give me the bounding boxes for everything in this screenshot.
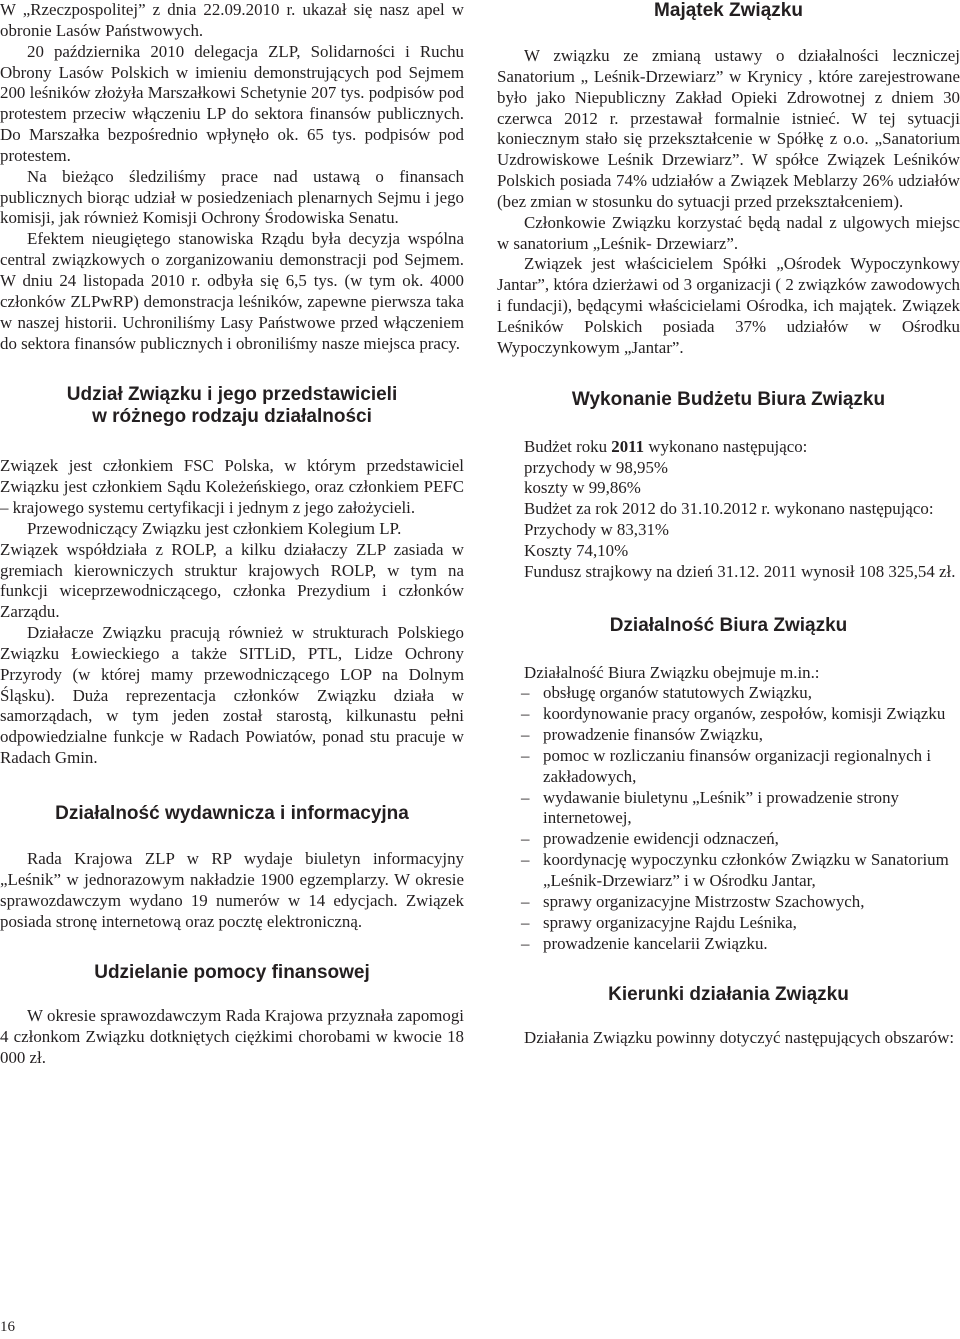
participation-section [0,456,464,769]
budget-2011-line [497,437,960,458]
jantar-paragraph: Związek jest właścicielem Spółki „Ośrodek Wypoczynkowy Jantar”, która dzierżawi od 3 organizacji ( 2 związków zawodowych i fundacji), będącymi właścicielami Ośrodka, ich majątek. Związek Leśników Polskich posiada 37% udziałów w Ośrodku Wypoczynkowym „Jantar”. [497,254,960,357]
costs-2011-line: koszty w 99,86% [524,478,641,498]
page-number: 16 [0,1319,15,1335]
heading-line: w różnego rodzaju działalności [92,406,372,428]
financial-aid-paragraph: W okresie sprawozdawczym Rada Krajowa przyznała zapomogi 4 członkom Związku dotkniętych ciężkimi chorobami w kwocie 18 000 zł. [0,1006,464,1068]
list-item: – sprawy organizacyjne Mistrzostw Szachowych, [497,892,960,913]
delegation-paragraph: 20 października 2010 delegacja ZLP, Solidarności i Ruchu Obrony Lasów Polskich w imieniu demonstrujących pod Sejmem 200 leśników złożyła Marszałkowi Schetynie 207 tys. podpisów pod protestem przeciw włączeniu LP do sektora finansów publicznych. Do Marszałka bezpośrednio wpłynęło ok. 65 tys. podpisów pod protestem. [0,41,464,165]
section-heading-participation [0,384,464,428]
directions-paragraph: Działania Związku powinny dotyczyć następujących obszarów: [524,1028,955,1048]
intro-paragraph: W „Rzeczpospolitej” z dnia 22.09.2010 r. ukazał się nasz apel w obronie Lasów Państwowych. [0,0,464,40]
section-heading-directions: Kierunki działania Związku [608,984,849,1006]
budget-2011-suffix: wykonano następująco: [644,436,808,456]
section-heading-publishing: Działalność wydawnicza i informacyjna [55,803,409,824]
list-item: – koordynowanie pracy organów, zespołów, komisji Związku [497,704,960,725]
list-item: – prowadzenie finansów Związku, [497,725,960,746]
budget-2012-line: Budżet za rok 2012 do 31.10.2012 r. wykonano następująco: [524,499,934,519]
costs-2012-line: Koszty 74,10% [524,540,629,560]
income-2011-line: przychody w 98,95% [524,457,669,477]
budget-section [497,437,960,583]
list-item: – wydawanie biuletynu „Leśnik” i prowadzenie strony internetowej, [497,788,960,830]
members-discount-paragraph: Członkowie Związku korzystać będą nadal z ulgowych miejsc w sanatorium „Leśnik- Drzewiarz”. [497,212,960,253]
list-item: – sprawy organizacyjne Rajdu Leśnika, [497,913,960,934]
right-column [497,0,960,1049]
strike-fund-line: Fundusz strajkowy na dzień 31.12. 2011 wynosił 108 325,54 zł. [524,561,956,581]
demonstration-paragraph: Efektem nieugiętego stanowiska Rządu była decyzja wspólna central związkowych o zorganizowaniu demonstracji pod Sejmem. W dniu 24 listopada 2010 r. odbyła się 6,5 tys. (w tym ok. 4000 członków ZLPwRP) demonstracja leśników, zapewne pierwsza taka w naszej historii. Uchroniliśmy Lasy Państwowe przed włączeniem do sektora finansów publicznych i obroniliśmy nasze miejsca pracy. [0,229,464,353]
sanatorium-paragraph: W związku ze zmianą ustawy o działalności leczniczej Sanatorium „ Leśnik-Drzewiarz” w Krynicy , które zarejestrowane było jako Niepubliczny Zakład Opieki Zdrowotnej z dniem 30 czerwca 2012 r. przestawał formalnie istnieć. W tej sytuacji koniecznym stało się przekształcenie w Spółkę z o.o. „Sanatorium Uzdrowiskowe Leśnik Drzewiarz”. W spółce Związek Leśników Polskich posiada 74% udziałów a Związek Meblarzy 26% udziałów (bez zmian w stosunku do sytuacji przed przekształceniem). [497,46,960,211]
legislation-paragraph: Na bieżąco śledziliśmy prace nad ustawą o finansach publicznych biorąc udział w posiedzeniach plenarnych Sejmu i jego komisji, jak również Komisji Ochrony Środowiska Senatu. [0,166,464,228]
activists-paragraph: Działacze Związku pracują również w strukturach Polskiego Związku Łowieckiego a także SITLiD, PTL, Lidze Ochrony Przyrody (w której mamy przewodniczącego LOP na Dolnym Śląsku). Duża reprezentacja członków Związku działa w samorządach, w tym jeden został starostą, kilkunastu pełni odpowiedzialne funkcje w Radach Powiatów, ponad stu pracuje w Radach Gmin. [0,623,464,768]
office-intro: Działalność Biura Związku obejmuje m.in.: [524,662,820,682]
rolp-paragraph: Związek współdziała z ROLP, a kilku działaczy ZLP zasiada w gremiach kierowniczych struktur krajowych ROLP, w tym na funkcji wiceprzewodniczącego, członka Prezydium i członków Zarządu. [0,539,464,622]
chairman-paragraph: Przewodniczący Związku jest członkiem Kolegium LP. [27,518,402,538]
list-item: – prowadzenie kancelarii Związku. [497,934,960,955]
list-item: – prowadzenie ewidencji odznaczeń, [497,829,960,850]
list-item: – koordynację wypoczynku członków Związku w Sanatorium „Leśnik-Drzewiarz” i w Ośrodku Jantar, [497,850,960,892]
list-item: – pomoc w rozliczaniu finansów organizacji regionalnych i zakładowych, [497,746,960,788]
section-heading-financial-aid: Udzielanie pomocy finansowej [94,962,370,984]
left-column [0,0,464,1069]
income-2012-line: Przychody w 83,31% [524,520,669,540]
fsc-paragraph: Związek jest członkiem FSC Polska, w którym przedstawiciel Związku jest członkiem Sądu Koleżeńskiego, oraz członkiem PEFC – krajowego systemu certyfikacji i jednym z jego założycieli. [0,456,464,518]
budget-2011-prefix: Budżet roku [524,436,612,456]
heading-line: Udział Związku i jego przedstawicieli [66,384,398,406]
section-heading-office: Działalność Biura Związku [609,614,848,636]
budget-2011-year: 2011 [611,436,645,456]
publishing-paragraph: Rada Krajowa ZLP w RP wydaje biuletyn informacyjny „Leśnik” w jednorazowym nakładzie 1900 egzemplarzy. W okresie sprawozdawczym wydano 19 numerów w 14 edycjach. Związek posiada stronę internetową oraz pocztę elektroniczną. [0,849,464,931]
section-heading-budget: Wykonanie Budżetu Biura Związku [571,388,886,410]
list-item: – obsługę organów statutowych Związku, [497,683,960,704]
section-heading-assets: Majątek Związku [654,0,803,21]
office-activities-list [497,683,960,954]
